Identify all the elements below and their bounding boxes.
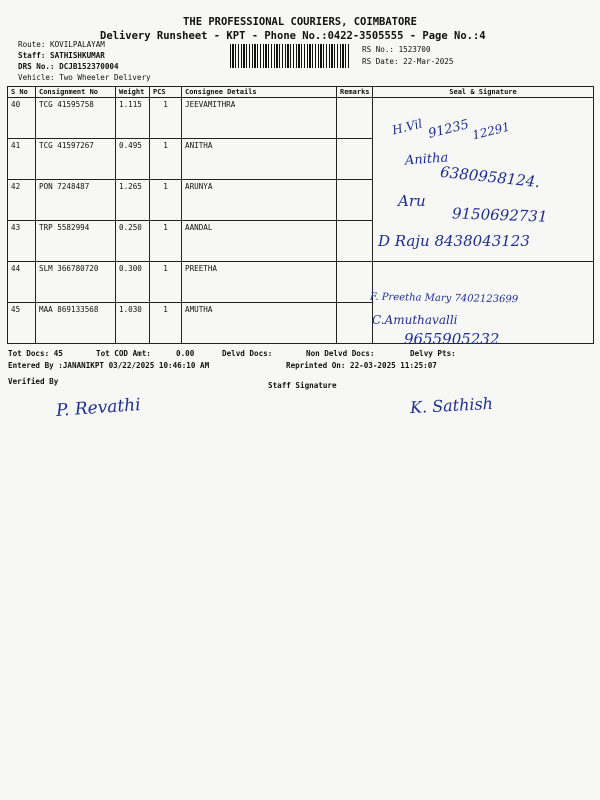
- cell-consignment: MAA 869133568: [36, 303, 116, 344]
- handwritten-signature: Anitha: [404, 150, 449, 169]
- staff-text: Staff: SATHISHKUMAR: [18, 51, 105, 60]
- total-docs: Tot Docs: 45: [8, 349, 63, 358]
- handwritten-signature: D Raju 8438043123: [378, 232, 530, 250]
- cell-sno: 44: [8, 262, 36, 303]
- cell-consignment: SLM 366780720: [36, 262, 116, 303]
- cell-pcs: 1: [150, 303, 182, 344]
- cell-pcs: 1: [150, 262, 182, 303]
- cell-remarks: [337, 221, 373, 262]
- cell-consignment: TCG 41597267: [36, 139, 116, 180]
- staff-signature: K. Sathish: [409, 393, 494, 418]
- handwritten-signature: Aru: [398, 192, 426, 210]
- delivery-points: Delvy Pts:: [410, 349, 456, 358]
- cell-remarks: [337, 180, 373, 221]
- column-header: PCS: [150, 87, 182, 98]
- route-text: Route: KOVILPALAYAM: [18, 40, 105, 49]
- cell-sno: 43: [8, 221, 36, 262]
- handwritten-signature: H.Vil: [390, 116, 424, 138]
- cell-consignment: TCG 41595758: [36, 98, 116, 139]
- cell-consignee: ANITHA: [182, 139, 337, 180]
- cell-remarks: [337, 262, 373, 303]
- runsheet-subtitle: Delivery Runsheet - KPT - Phone No.:0422-3505555 - Page No.:4: [100, 30, 486, 42]
- staff-signature-label: Staff Signature: [268, 381, 337, 390]
- cell-pcs: 1: [150, 98, 182, 139]
- non-delivered-docs: Non Delvd Docs:: [306, 349, 375, 358]
- cell-sno: 42: [8, 180, 36, 221]
- column-header: Weight: [116, 87, 150, 98]
- handwritten-text: 12291: [470, 119, 512, 143]
- cell-weight: 0.250: [116, 221, 150, 262]
- cell-pcs: 1: [150, 139, 182, 180]
- rs-date: RS Date: 22-Mar-2025: [362, 57, 454, 66]
- verified-by-label: Verified By: [8, 377, 59, 386]
- handwritten-text: 91235: [426, 117, 471, 142]
- cell-consignment: PON 7248487: [36, 180, 116, 221]
- delivered-docs: Delvd Docs:: [222, 349, 273, 358]
- handwritten-signature: C.Amuthavalli: [372, 313, 458, 327]
- column-header: Consignee Details: [182, 87, 337, 98]
- cell-remarks: [337, 98, 373, 139]
- verifier-signature: P. Revathi: [55, 395, 142, 421]
- entered-by: Entered By :JANANIKPT 03/22/2025 10:46:10 AM: [8, 361, 210, 370]
- cell-consignee: ARUNYA: [182, 180, 337, 221]
- column-header: Seal & Signature: [373, 87, 594, 98]
- cell-sno: 45: [8, 303, 36, 344]
- cell-weight: 0.300: [116, 262, 150, 303]
- cell-consignee: AANDAL: [182, 221, 337, 262]
- handwritten-text: 6380958124.: [439, 162, 541, 192]
- cell-weight: 1.115: [116, 98, 150, 139]
- drs-number: DRS No.: DCJB152370004: [18, 62, 119, 71]
- cell-remarks: [337, 139, 373, 180]
- cell-consignee: PREETHA: [182, 262, 337, 303]
- cell-sno: 41: [8, 139, 36, 180]
- cell-consignee: JEEVAMITHRA: [182, 98, 337, 139]
- cell-pcs: 1: [150, 180, 182, 221]
- company-title: THE PROFESSIONAL COURIERS, COIMBATORE: [183, 16, 417, 28]
- cell-weight: 1.265: [116, 180, 150, 221]
- vehicle-text: Vehicle: Two Wheeler Delivery: [18, 73, 151, 82]
- cell-sno: 40: [8, 98, 36, 139]
- cell-consignment: TRP 5582994: [36, 221, 116, 262]
- total-cod-value: 0.00: [176, 349, 195, 358]
- barcode: [230, 44, 350, 68]
- total-cod-label: Tot COD Amt:: [96, 349, 151, 358]
- column-header: S No: [8, 87, 36, 98]
- handwritten-text: 9150692731: [451, 204, 548, 226]
- cell-pcs: 1: [150, 221, 182, 262]
- column-header: Consignment No: [36, 87, 116, 98]
- cell-consignee: AMUTHA: [182, 303, 337, 344]
- handwritten-text: 9655905232: [404, 330, 500, 348]
- reprinted-on: Reprinted On: 22-03-2025 11:25:07: [286, 361, 437, 370]
- cell-weight: 0.495: [116, 139, 150, 180]
- column-header: Remarks: [337, 87, 373, 98]
- table-header-row: [8, 87, 594, 98]
- table-row: [8, 303, 594, 344]
- handwritten-signature: F. Preetha Mary 7402123699: [369, 291, 519, 306]
- cell-weight: 1.030: [116, 303, 150, 344]
- cell-remarks: [337, 303, 373, 344]
- rs-number: RS No.: 1523700: [362, 45, 431, 54]
